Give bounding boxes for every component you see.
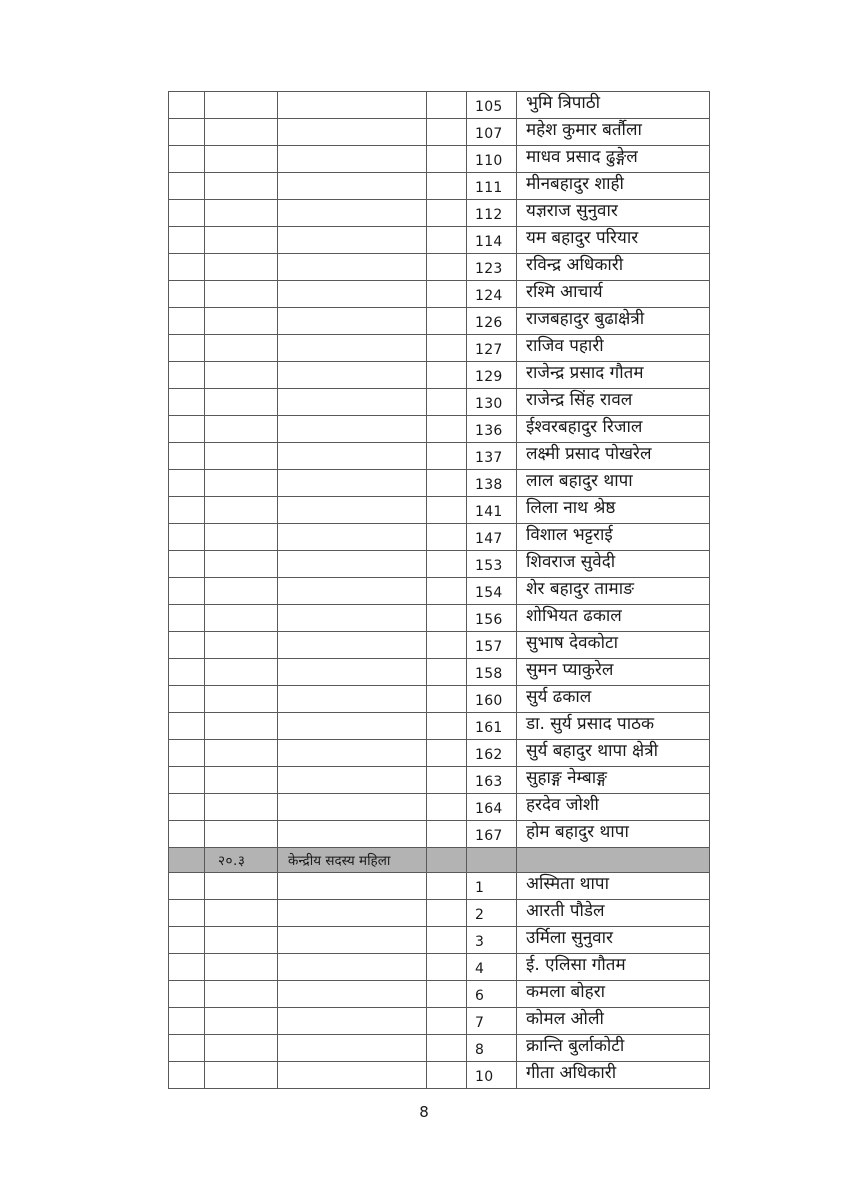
blank-cell-1 <box>169 389 205 416</box>
serial-number-cell: 164 <box>467 794 517 821</box>
table-row <box>169 578 710 605</box>
blank-cell-3 <box>278 605 427 632</box>
blank-cell-4 <box>427 659 467 686</box>
serial-number-cell: 110 <box>467 146 517 173</box>
member-name-cell: शोभियत ढकाल <box>517 605 710 632</box>
serial-number-cell: 105 <box>467 92 517 119</box>
serial-number-cell: 137 <box>467 443 517 470</box>
serial-number-cell: 126 <box>467 308 517 335</box>
blank-cell-4 <box>427 927 467 954</box>
blank-cell-2 <box>205 632 278 659</box>
blank-cell-4 <box>427 632 467 659</box>
serial-number-cell: 136 <box>467 416 517 443</box>
table-row <box>169 713 710 740</box>
member-name-cell: राजेन्द्र प्रसाद गौतम <box>517 362 710 389</box>
blank-cell-2 <box>205 981 278 1008</box>
blank-cell-1 <box>169 281 205 308</box>
member-name-cell: महेश कुमार बर्तौला <box>517 119 710 146</box>
blank-cell-2 <box>205 308 278 335</box>
blank-cell-2 <box>205 335 278 362</box>
blank-cell-2 <box>205 767 278 794</box>
blank-cell-3 <box>278 227 427 254</box>
blank-cell-1 <box>169 686 205 713</box>
blank-cell-1 <box>169 713 205 740</box>
header-blank-cell-1 <box>169 848 205 873</box>
member-name-cell: उर्मिला सुनुवार <box>517 927 710 954</box>
blank-cell-4 <box>427 362 467 389</box>
blank-cell-3 <box>278 551 427 578</box>
table-row <box>169 524 710 551</box>
table-row <box>169 443 710 470</box>
blank-cell-1 <box>169 173 205 200</box>
member-name-cell: राजिव पहारी <box>517 335 710 362</box>
table-row <box>169 281 710 308</box>
member-name-cell: कमला बोहरा <box>517 981 710 1008</box>
blank-cell-4 <box>427 119 467 146</box>
blank-cell-2 <box>205 927 278 954</box>
blank-cell-3 <box>278 632 427 659</box>
blank-cell-4 <box>427 227 467 254</box>
blank-cell-3 <box>278 335 427 362</box>
member-name-cell: यम बहादुर परियार <box>517 227 710 254</box>
blank-cell-1 <box>169 200 205 227</box>
blank-cell-3 <box>278 524 427 551</box>
blank-cell-3 <box>278 416 427 443</box>
blank-cell-1 <box>169 308 205 335</box>
serial-number-cell: 157 <box>467 632 517 659</box>
serial-number-cell: 160 <box>467 686 517 713</box>
table-row <box>169 227 710 254</box>
blank-cell-2 <box>205 524 278 551</box>
blank-cell-4 <box>427 578 467 605</box>
member-name-cell: राजेन्द्र सिंह रावल <box>517 389 710 416</box>
blank-cell-3 <box>278 362 427 389</box>
section-title: केन्द्रीय सदस्य महिला <box>278 848 427 873</box>
member-name-cell: शिवराज सुवेदी <box>517 551 710 578</box>
serial-number-cell: 141 <box>467 497 517 524</box>
blank-cell-2 <box>205 1008 278 1035</box>
table-row <box>169 146 710 173</box>
table-row <box>169 659 710 686</box>
serial-number-cell: 156 <box>467 605 517 632</box>
blank-cell-4 <box>427 551 467 578</box>
blank-cell-2 <box>205 416 278 443</box>
member-name-cell: आरती पौडेल <box>517 900 710 927</box>
blank-cell-4 <box>427 740 467 767</box>
blank-cell-3 <box>278 659 427 686</box>
member-name-cell: रविन्द्र अधिकारी <box>517 254 710 281</box>
blank-cell-2 <box>205 900 278 927</box>
member-name-cell: कोमल ओली <box>517 1008 710 1035</box>
blank-cell-3 <box>278 927 427 954</box>
blank-cell-4 <box>427 605 467 632</box>
table-row <box>169 954 710 981</box>
blank-cell-1 <box>169 227 205 254</box>
blank-cell-4 <box>427 146 467 173</box>
blank-cell-2 <box>205 173 278 200</box>
table-row <box>169 900 710 927</box>
blank-cell-4 <box>427 254 467 281</box>
member-name-cell: हरदेव जोशी <box>517 794 710 821</box>
member-name-cell: लक्ष्मी प्रसाद पोखरेल <box>517 443 710 470</box>
serial-number-cell: 127 <box>467 335 517 362</box>
serial-number-cell: 112 <box>467 200 517 227</box>
member-name-cell: क्रान्ति बुर्लाकोटी <box>517 1035 710 1062</box>
blank-cell-2 <box>205 362 278 389</box>
blank-cell-2 <box>205 200 278 227</box>
serial-number-cell: 4 <box>467 954 517 981</box>
blank-cell-4 <box>427 686 467 713</box>
table-row <box>169 119 710 146</box>
member-name-cell: लाल बहादुर थापा <box>517 470 710 497</box>
blank-cell-2 <box>205 954 278 981</box>
blank-cell-4 <box>427 92 467 119</box>
member-table <box>168 91 710 1089</box>
table-row <box>169 794 710 821</box>
blank-cell-4 <box>427 981 467 1008</box>
serial-number-cell: 163 <box>467 767 517 794</box>
blank-cell-1 <box>169 524 205 551</box>
table-row <box>169 92 710 119</box>
member-name-cell: शेर बहादुर तामाङ <box>517 578 710 605</box>
blank-cell-2 <box>205 443 278 470</box>
serial-number-cell: 167 <box>467 821 517 848</box>
blank-cell-3 <box>278 981 427 1008</box>
blank-cell-3 <box>278 470 427 497</box>
serial-number-cell: 6 <box>467 981 517 1008</box>
blank-cell-2 <box>205 1062 278 1089</box>
blank-cell-2 <box>205 119 278 146</box>
blank-cell-1 <box>169 927 205 954</box>
blank-cell-3 <box>278 954 427 981</box>
serial-number-cell: 129 <box>467 362 517 389</box>
section-number: २०.३ <box>205 848 278 873</box>
table-row <box>169 686 710 713</box>
member-name-cell: सुर्य बहादुर थापा क्षेत्री <box>517 740 710 767</box>
blank-cell-4 <box>427 1035 467 1062</box>
blank-cell-2 <box>205 713 278 740</box>
blank-cell-3 <box>278 686 427 713</box>
table-row <box>169 767 710 794</box>
serial-number-cell: 114 <box>467 227 517 254</box>
table-row <box>169 200 710 227</box>
blank-cell-2 <box>205 794 278 821</box>
blank-cell-4 <box>427 470 467 497</box>
header-blank-cell-2 <box>427 848 467 873</box>
blank-cell-3 <box>278 146 427 173</box>
table-row <box>169 1035 710 1062</box>
blank-cell-3 <box>278 1062 427 1089</box>
blank-cell-2 <box>205 92 278 119</box>
blank-cell-3 <box>278 713 427 740</box>
blank-cell-3 <box>278 281 427 308</box>
blank-cell-2 <box>205 578 278 605</box>
blank-cell-3 <box>278 578 427 605</box>
blank-cell-4 <box>427 1062 467 1089</box>
member-name-cell: माधव प्रसाद ढुङ्गेल <box>517 146 710 173</box>
blank-cell-4 <box>427 1008 467 1035</box>
blank-cell-1 <box>169 443 205 470</box>
blank-cell-1 <box>169 605 205 632</box>
table-row <box>169 821 710 848</box>
blank-cell-4 <box>427 767 467 794</box>
member-name-cell: रश्मि आचार्य <box>517 281 710 308</box>
blank-cell-1 <box>169 873 205 900</box>
member-name-cell: सुमन प्याकुरेल <box>517 659 710 686</box>
blank-cell-4 <box>427 497 467 524</box>
serial-number-cell: 138 <box>467 470 517 497</box>
blank-cell-1 <box>169 1035 205 1062</box>
serial-number-cell: 107 <box>467 119 517 146</box>
member-name-cell: मीनबहादुर शाही <box>517 173 710 200</box>
table-row <box>169 470 710 497</box>
blank-cell-4 <box>427 443 467 470</box>
blank-cell-3 <box>278 443 427 470</box>
blank-cell-4 <box>427 281 467 308</box>
blank-cell-2 <box>205 821 278 848</box>
serial-number-cell: 153 <box>467 551 517 578</box>
table-row <box>169 389 710 416</box>
blank-cell-2 <box>205 551 278 578</box>
blank-cell-2 <box>205 497 278 524</box>
blank-cell-4 <box>427 821 467 848</box>
blank-cell-2 <box>205 227 278 254</box>
member-name-cell: अस्मिता थापा <box>517 873 710 900</box>
blank-cell-2 <box>205 873 278 900</box>
table-row <box>169 173 710 200</box>
table-row <box>169 308 710 335</box>
blank-cell-3 <box>278 497 427 524</box>
blank-cell-3 <box>278 200 427 227</box>
serial-number-cell: 158 <box>467 659 517 686</box>
blank-cell-3 <box>278 254 427 281</box>
serial-number-cell: 123 <box>467 254 517 281</box>
blank-cell-1 <box>169 632 205 659</box>
blank-cell-1 <box>169 659 205 686</box>
table-row <box>169 632 710 659</box>
blank-cell-2 <box>205 281 278 308</box>
blank-cell-1 <box>169 92 205 119</box>
blank-cell-1 <box>169 981 205 1008</box>
blank-cell-3 <box>278 173 427 200</box>
blank-cell-4 <box>427 308 467 335</box>
blank-cell-3 <box>278 308 427 335</box>
blank-cell-4 <box>427 389 467 416</box>
blank-cell-1 <box>169 578 205 605</box>
blank-cell-1 <box>169 497 205 524</box>
table-row <box>169 1008 710 1035</box>
blank-cell-1 <box>169 740 205 767</box>
blank-cell-4 <box>427 954 467 981</box>
serial-number-cell: 3 <box>467 927 517 954</box>
member-name-cell: विशाल भट्टराई <box>517 524 710 551</box>
header-blank-cell-3 <box>467 848 517 873</box>
member-name-cell: सुर्य ढकाल <box>517 686 710 713</box>
serial-number-cell: 154 <box>467 578 517 605</box>
table-row <box>169 740 710 767</box>
blank-cell-1 <box>169 416 205 443</box>
blank-cell-3 <box>278 900 427 927</box>
blank-cell-2 <box>205 605 278 632</box>
blank-cell-1 <box>169 470 205 497</box>
blank-cell-2 <box>205 389 278 416</box>
table-row <box>169 1062 710 1089</box>
member-name-cell: भुमि त्रिपाठी <box>517 92 710 119</box>
serial-number-cell: 8 <box>467 1035 517 1062</box>
member-name-cell: गीता अधिकारी <box>517 1062 710 1089</box>
blank-cell-4 <box>427 173 467 200</box>
member-name-cell: सुहाङ्ग नेम्बाङ्ग <box>517 767 710 794</box>
blank-cell-2 <box>205 470 278 497</box>
table-row <box>169 335 710 362</box>
member-name-cell: ई. एलिसा गौतम <box>517 954 710 981</box>
blank-cell-1 <box>169 254 205 281</box>
table-row <box>169 981 710 1008</box>
blank-cell-1 <box>169 119 205 146</box>
blank-cell-4 <box>427 900 467 927</box>
member-name-cell: लिला नाथ श्रेष्ठ <box>517 497 710 524</box>
table-row <box>169 497 710 524</box>
blank-cell-3 <box>278 794 427 821</box>
blank-cell-2 <box>205 686 278 713</box>
blank-cell-2 <box>205 659 278 686</box>
blank-cell-2 <box>205 254 278 281</box>
table-row <box>169 873 710 900</box>
table-row <box>169 551 710 578</box>
blank-cell-1 <box>169 1062 205 1089</box>
serial-number-cell: 124 <box>467 281 517 308</box>
blank-cell-2 <box>205 740 278 767</box>
blank-cell-3 <box>278 1035 427 1062</box>
blank-cell-1 <box>169 794 205 821</box>
table-row <box>169 362 710 389</box>
blank-cell-3 <box>278 389 427 416</box>
header-blank-cell-4 <box>517 848 710 873</box>
blank-cell-4 <box>427 416 467 443</box>
member-name-cell: होम बहादुर थापा <box>517 821 710 848</box>
serial-number-cell: 10 <box>467 1062 517 1089</box>
serial-number-cell: 147 <box>467 524 517 551</box>
blank-cell-1 <box>169 821 205 848</box>
table-row <box>169 605 710 632</box>
serial-number-cell: 1 <box>467 873 517 900</box>
blank-cell-1 <box>169 767 205 794</box>
blank-cell-4 <box>427 873 467 900</box>
serial-number-cell: 162 <box>467 740 517 767</box>
member-name-cell: ईश्वरबहादुर रिजाल <box>517 416 710 443</box>
blank-cell-1 <box>169 954 205 981</box>
blank-cell-4 <box>427 713 467 740</box>
serial-number-cell: 7 <box>467 1008 517 1035</box>
section-header-row <box>169 848 710 873</box>
blank-cell-4 <box>427 524 467 551</box>
blank-cell-3 <box>278 740 427 767</box>
blank-cell-3 <box>278 873 427 900</box>
serial-number-cell: 2 <box>467 900 517 927</box>
page-number: 8 <box>419 1103 429 1121</box>
blank-cell-4 <box>427 794 467 821</box>
blank-cell-1 <box>169 362 205 389</box>
blank-cell-4 <box>427 335 467 362</box>
blank-cell-1 <box>169 1008 205 1035</box>
table-row <box>169 254 710 281</box>
serial-number-cell: 111 <box>467 173 517 200</box>
blank-cell-4 <box>427 200 467 227</box>
member-name-cell: डा. सुर्य प्रसाद पाठक <box>517 713 710 740</box>
blank-cell-1 <box>169 900 205 927</box>
blank-cell-3 <box>278 1008 427 1035</box>
member-name-cell: राजबहादुर बुढाक्षेत्री <box>517 308 710 335</box>
table-row <box>169 416 710 443</box>
blank-cell-3 <box>278 821 427 848</box>
blank-cell-1 <box>169 551 205 578</box>
serial-number-cell: 161 <box>467 713 517 740</box>
blank-cell-3 <box>278 767 427 794</box>
blank-cell-1 <box>169 335 205 362</box>
blank-cell-3 <box>278 119 427 146</box>
blank-cell-1 <box>169 146 205 173</box>
table-row <box>169 927 710 954</box>
member-name-cell: सुभाष देवकोटा <box>517 632 710 659</box>
blank-cell-2 <box>205 1035 278 1062</box>
serial-number-cell: 130 <box>467 389 517 416</box>
blank-cell-3 <box>278 92 427 119</box>
member-name-cell: यज्ञराज सुनुवार <box>517 200 710 227</box>
blank-cell-2 <box>205 146 278 173</box>
